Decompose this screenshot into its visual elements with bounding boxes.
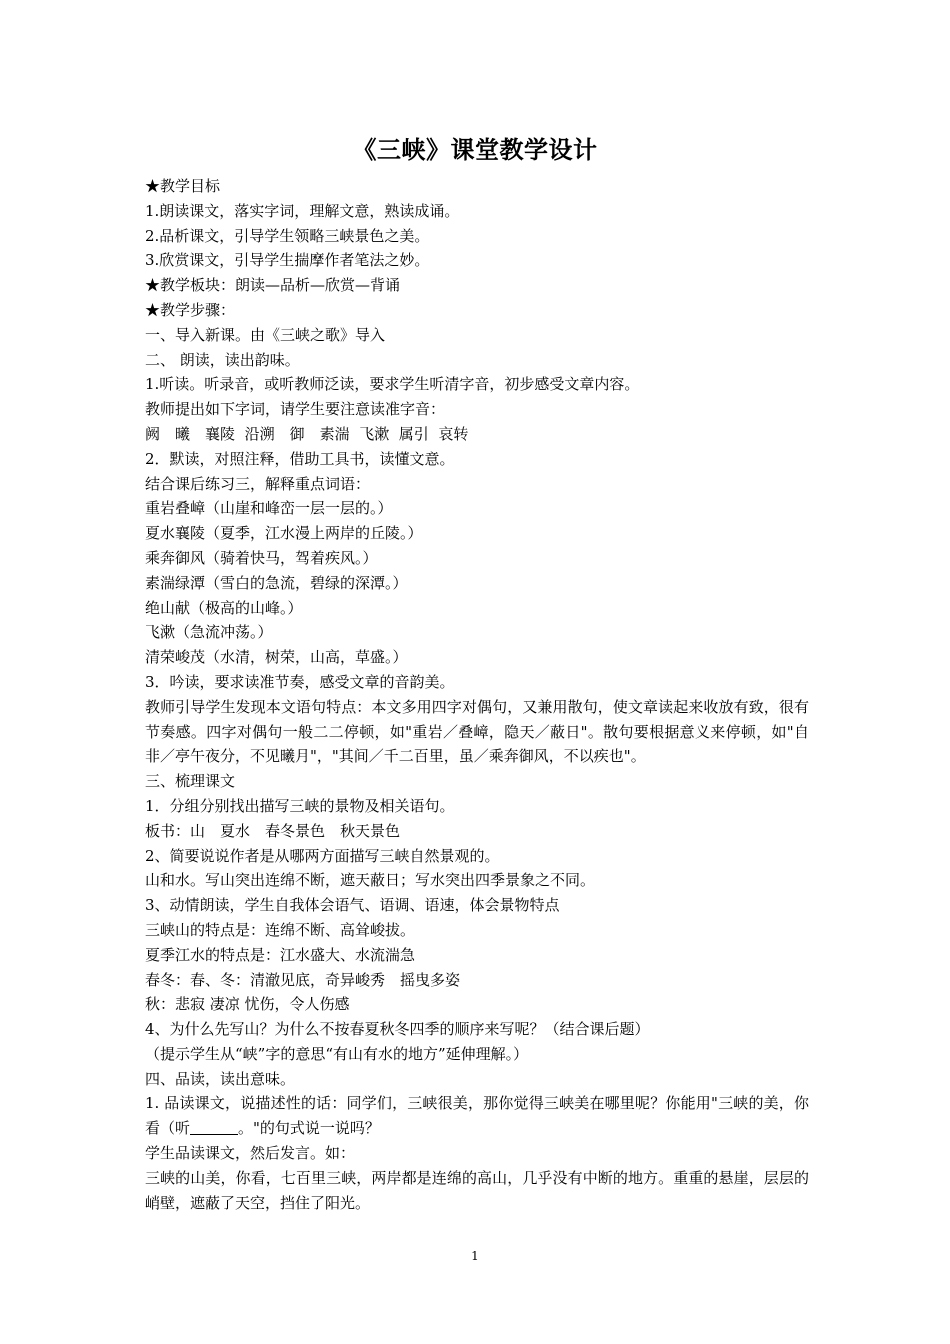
chant-line: 3．吟读，要求读准节奏，感受文章的音韵美。 [145, 672, 455, 691]
vocab-item: 阙 [145, 424, 161, 443]
section3-line: 2、简要说说作者是从哪两方面描写三峡自然景观的。 [145, 846, 500, 865]
listen-line: 1.听读。听录音，或听教师泛读，要求学生听清字音，初步感受文章内容。 [145, 375, 640, 394]
example-paragraph: 三峡的山美，你看，七百里三峡，两岸都是连绵的高山，几乎没有中断的地方。重重的悬崖，层层的峭壁，遮蔽了天空，挡住了阳光。 [145, 1168, 809, 1212]
term-line: 绝山献（极高的山峰。） [145, 598, 303, 617]
term-line: 重岩叠嶂（山崖和峰峦一层一层的。） [145, 499, 393, 518]
document-title: 《三峡》课堂教学设计 [352, 135, 598, 164]
chant-paragraph: 教师引导学生发现本文语句特点：本文多用四字对偶句，又兼用散句，使文章读起来收放有致，很有节奏感。四字对偶句一般二二停顿，如"重岩／叠嶂，隐天／蔽日"。散句要根据意义来停顿，如"自非／亭午夜分，不见曦月"，"其间／千二百里，虽／乘奔御风，不以疾也"。 [145, 697, 809, 766]
section3-line: 3、动情朗读，学生自我体会语气、语调、语速，体会景物特点 [145, 896, 560, 915]
goal-item: 2.品析课文，引导学生领略三峡景色之美。 [145, 226, 430, 245]
vocab-item: 属引 [398, 424, 429, 443]
question-text: 1. 品读课文，说描述性的话：同学们，三峡很美，那你觉得三峡美在哪里呢？你能用"三峡的美，你看（听 [145, 1094, 809, 1138]
goal-item: 1.朗读课文，落实字词，理解文意，熟读成诵。 [145, 201, 460, 220]
vocab-item: 曦 [175, 424, 191, 443]
section3-line: 山和水。写山突出连绵不断，遮天蔽日；写水突出四季景象之不同。 [145, 871, 596, 890]
section3-heading: 三、梳理课文 [145, 772, 236, 791]
section3-line: 板书：山 夏水 春冬景色 秋天景色 [145, 821, 401, 840]
section1-line: 一、导入新课。由《三峡之歌》导入 [145, 325, 386, 344]
silent-read-line: 2．默读，对照注释，借助工具书，读懂文意。 [145, 449, 455, 468]
vocab-item: 沿溯 [244, 424, 275, 443]
section3-line: 1．分组分别找出描写三峡的景物及相关语句。 [145, 796, 455, 815]
vocab-intro: 教师提出如下字词，请学生要注意读准字音： [145, 400, 446, 419]
question-text-end: 。"的句式说一说吗？ [238, 1119, 380, 1138]
term-line: 乘奔御风（骑着快马，驾着疾风。） [145, 548, 378, 567]
fill-blank [190, 1118, 238, 1135]
term-line: 清荣峻茂（水清，树荣，山高，草盛。） [145, 648, 408, 667]
steps-heading: ★教学步骤： [145, 300, 236, 319]
section3-line: （提示学生从“峡”字的意思“有山有水的地方”延伸理解。） [145, 1044, 529, 1063]
goal-item: 3.欣赏课文，引导学生揣摩作者笔法之妙。 [145, 251, 430, 270]
goals-heading: ★教学目标 [145, 177, 221, 195]
section3-line: 夏季江水的特点是：江水盛大、水流湍急 [145, 945, 416, 964]
modules-line: ★教学板块：朗读—品析—欣赏—背诵 [145, 276, 401, 295]
section3-line: 三峡山的特点是：连绵不断、高耸峻拔。 [145, 920, 416, 939]
section4-heading: 四、品读，读出意味。 [145, 1069, 296, 1088]
vocab-item: 御 [289, 424, 305, 443]
prompt-line: 学生品读课文，然后发言。如： [145, 1144, 356, 1163]
section3-line: 春冬：春、冬：清澈见底，奇异峻秀 摇曳多姿 [145, 970, 461, 989]
document-body [145, 174, 809, 1215]
section3-line: 秋：悲寂 凄凉 忧伤，令人伤感 [145, 995, 350, 1014]
section3-line: 4、为什么先写山？为什么不按春夏秋冬四季的顺序来写呢？（结合课后题） [145, 1020, 650, 1039]
section2-heading: 二、 朗读，读出韵味。 [145, 350, 300, 369]
term-line: 夏水襄陵（夏季，江水漫上两岸的丘陵。） [145, 524, 423, 543]
describe-question [145, 1091, 809, 1141]
vocab-item: 哀转 [438, 424, 469, 443]
vocab-item: 素湍 [319, 424, 350, 443]
term-line: 素湍绿潭（雪白的急流，碧绿的深潭。） [145, 573, 408, 592]
exercise-intro: 结合课后练习三，解释重点词语： [145, 474, 371, 493]
vocab-item: 襄陵 [205, 424, 236, 443]
vocab-item: 飞漱 [359, 424, 390, 443]
page-number: 1 [471, 1249, 479, 1263]
vocab-list [145, 422, 809, 447]
term-line: 飞漱（急流冲荡。） [145, 623, 273, 642]
